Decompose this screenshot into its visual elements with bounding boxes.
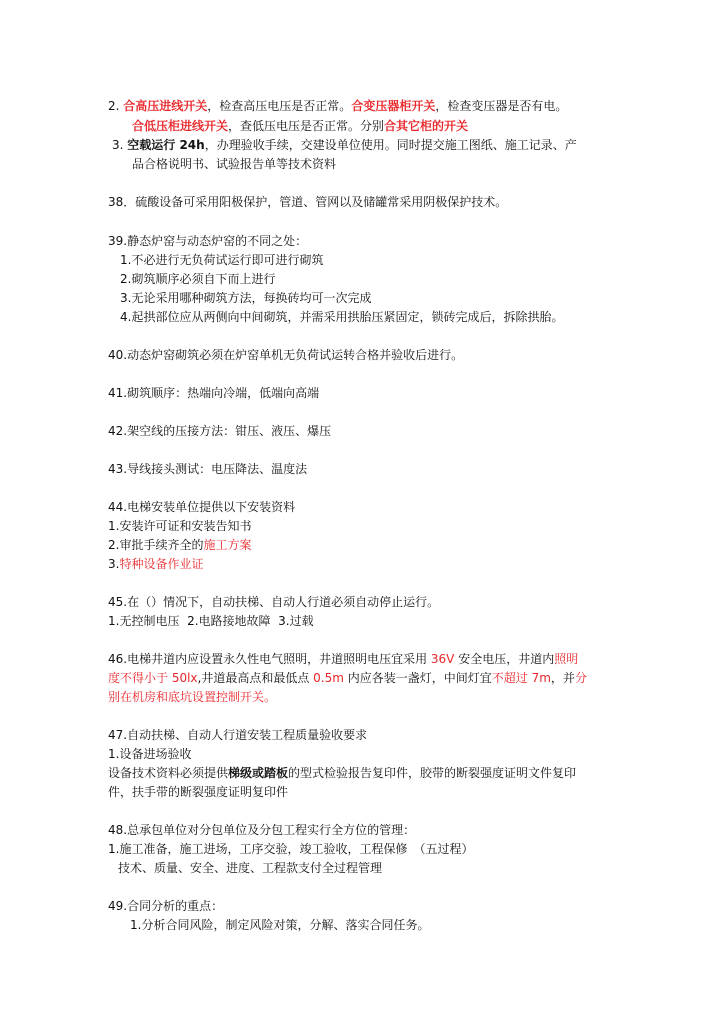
item-3-number: 3. — [112, 138, 124, 152]
q49-title: 49.合同分析的重点： — [108, 899, 224, 913]
q46-highlight-1d: 照明 — [554, 652, 579, 666]
q44-item-2-text: 2.审批手续齐全的 — [108, 538, 204, 552]
q39-item-3: 3.无论采用哪种砌筑方法，每换砖均可一次完成 — [120, 291, 372, 305]
item-2-text-b: ，检查高压电压是否正常。 — [207, 99, 352, 113]
q44-item-3-number: 3. — [108, 557, 120, 571]
q46-line-1 — [108, 651, 578, 667]
q47-title: 47.自动扶梯、自动人行道安装工程质量验收要求 — [108, 728, 368, 742]
q44-item-1: 1.安装许可证和安装告知书 — [108, 519, 252, 533]
q46-highlight-05m: 0.5m — [313, 671, 344, 685]
q39-item-2: 2.砌筑顺序必须自下而上进行 — [120, 272, 276, 286]
q39-item-1: 1.不必进行无负荷试运行即可进行砌筑 — [120, 253, 324, 267]
q47-line-2: 件，扶手带的断裂强度证明复印件 — [108, 785, 289, 799]
q49-line-1: 1.分析合同风险，制定风险对策，分解、落实合同任务。 — [130, 918, 430, 932]
q44-title: 44.电梯安装单位提供以下安装资料 — [108, 500, 296, 514]
q46-highlight-36v: 36V — [430, 652, 455, 666]
q46-text-1a: 46.电梯井道内应设置永久性电气照明，井道照明电压宜采用 — [108, 652, 431, 666]
q39-item-4: 4.起拱部位应从两侧向中间砌筑，并需采用拱胎压紧固定，锁砖完成后，拆除拱胎。 — [120, 310, 564, 324]
item-2-line-1 — [108, 98, 567, 114]
q46-text-1c: 安全电压，井道内 — [454, 652, 555, 666]
q43-text: 43.导线接头测试：电压降法、温度法 — [108, 462, 308, 476]
q47-line-1 — [108, 765, 576, 781]
q44-item-3 — [108, 556, 203, 572]
q45-title: 45.在（）情况下，自动扶梯、自动人行道必须自动停止运行。 — [108, 595, 440, 609]
item-3-text: ，办理验收手续，交建设单位使用。同时提交施工图纸、施工记录、产 — [204, 138, 577, 152]
q48-title: 48.总承包单位对分包单位及分包工程实行全方位的管理： — [108, 823, 416, 837]
q42-text: 42.架空线的压接方法：钳压、液压、爆压 — [108, 424, 332, 438]
q46-highlight-7m: 不超过 7m — [491, 671, 551, 685]
q45-options: 1.无控制电压 2.电路接地故障 3.过载 — [108, 614, 314, 628]
item-2-highlight-e: 合低压柜进线开关 — [132, 119, 229, 133]
q48-line-1: 1.施工准备，施工进场，工序交验，竣工验收，工程保修 （五过程） — [108, 842, 474, 856]
q46-highlight-2g: 分 — [574, 671, 587, 685]
item-2-highlight-a: 合高压进线开关 — [123, 99, 208, 113]
item-3-line-1 — [112, 137, 577, 153]
q44-item-2-highlight: 施工方案 — [203, 538, 252, 552]
item-2-highlight-g: 合其它柜的开关 — [384, 119, 469, 133]
q47-text-1c: 的型式检验报告复印件，胶带的断裂强度证明文件复印 — [288, 766, 577, 780]
item-2-text-f: ，查低压电压是否正常。分别 — [228, 119, 385, 133]
q47-subtitle: 1.设备进场验收 — [108, 747, 192, 761]
q44-item-3-highlight: 特种设备作业证 — [119, 557, 204, 571]
q41-text: 41.砌筑顺序：热端向冷端，低端向高端 — [108, 386, 320, 400]
item-3-bold: 空载运行 24h — [127, 138, 205, 152]
q47-bold: 梯级或踏板 — [228, 766, 289, 780]
q39-title: 39.静态炉窑与动态炉窑的不同之处： — [108, 234, 308, 248]
q46-line-3: 别在机房和底坑设置控制开关。 — [108, 690, 277, 704]
q46-text-2b: ,井道最高点和最低点 — [197, 671, 314, 685]
q46-highlight-50lx: 度不得小于 50lx — [108, 671, 198, 685]
q44-item-2 — [108, 537, 251, 553]
q40-text: 40.动态炉窑砌筑必须在炉窑单机无负荷试运转合格并验收后进行。 — [108, 348, 464, 362]
item-3-line-2: 品合格说明书、试验报告单等技术资料 — [132, 157, 337, 171]
q47-text-1a: 设备技术资料必须提供 — [108, 766, 229, 780]
item-2-highlight-c: 合变压器柜开关 — [351, 99, 436, 113]
q38-text: 38．硫酸设备可采用阳极保护，管道、管网以及储罐常采用阴极保护技术。 — [108, 195, 508, 209]
item-2-text-d: ，检查变压器是否有电。 — [435, 99, 568, 113]
q46-line-2 — [108, 670, 587, 686]
q46-text-2d: 内应各装一盏灯，中间灯宜 — [343, 671, 492, 685]
q46-text-2f: ，并 — [550, 671, 575, 685]
item-2-number: 2. — [108, 99, 120, 113]
item-2-line-2 — [132, 118, 468, 134]
q48-line-2: 技术、质量、安全、进度、工程款支付全过程管理 — [118, 861, 383, 875]
